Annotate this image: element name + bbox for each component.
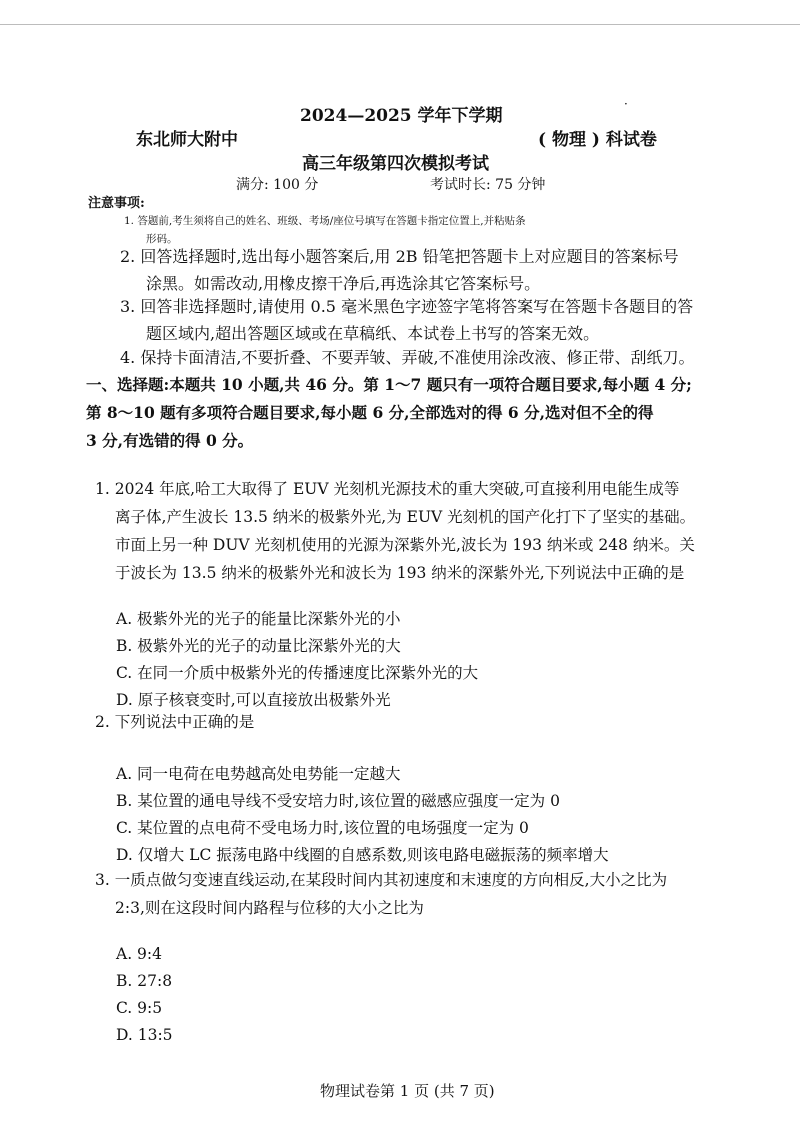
notice-item-text: 回答非选择题时,请使用 0.5 毫米黑色字迹签字笔将答案写在答题卡各题目的答: [140, 297, 694, 316]
exam-year-term: 2024—2025 学年下学期: [300, 106, 503, 126]
exam-duration: 考试时长: 75 分钟: [430, 177, 546, 193]
question-1: [95, 475, 725, 587]
page-top-edge: [0, 24, 800, 25]
section-line: 一、选择题:本题共 10 小题,共 46 分。第 1～7 题只有一项符合题目要求,每小题 4 分;: [86, 375, 692, 394]
section-line: 第 8～10 题有多项符合题目要求,每小题 6 分,全部选对的得 6 分,选对但不全的得: [86, 403, 654, 422]
page-footer: 物理试卷第 1 页 (共 7 页): [320, 1082, 495, 1100]
notice-item-text: 保持卡面清洁,不要折叠、不要弄皱、弄破,不准使用涂改液、修正带、刮纸刀。: [140, 348, 695, 367]
notice-item-number: 3.: [120, 297, 136, 316]
question-text: 2:3,则在这段时间内路程与位移的大小之比为: [115, 899, 424, 917]
exam-title: 高三年级第四次模拟考试: [302, 154, 489, 174]
option-a: A. 同一电荷在电势越高处电势能一定越大: [116, 765, 401, 783]
notice-item-4: [120, 344, 730, 371]
subject-title: ( 物理 ) 科试卷: [538, 130, 657, 150]
question-text: 市面上另一种 DUV 光刻机使用的光源为深紫外光,波长为 193 纳米或 248 纳米。关: [115, 536, 695, 554]
notice-item-2: [120, 243, 730, 297]
notice-item-text: 形码。: [146, 233, 178, 245]
option-b: B. 极紫外光的光子的动量比深紫外光的大: [116, 637, 401, 655]
notice-item-text: 答题前,考生须将自己的姓名、班级、考场/座位号填写在答题卡指定位置上,并粘贴条: [137, 215, 526, 227]
question-3: [95, 866, 725, 922]
notice-item-text: 回答选择题时,选出每小题答案后,用 2B 铅笔把答题卡上对应题目的答案标号: [140, 247, 679, 266]
notice-item-number: 1.: [124, 215, 135, 227]
option-d: D. 仅增大 LC 振荡电路中线圈的自感系数,则该电路电磁振荡的频率增大: [116, 846, 609, 864]
notice-item-number: 2.: [120, 247, 136, 266]
option-b: B. 某位置的通电导线不受安培力时,该位置的磁感应强度一定为 0: [116, 792, 560, 810]
question-number: 2.: [95, 713, 110, 731]
notice-item-3: [120, 293, 730, 347]
question-text: 一质点做匀变速直线运动,在某段时间内其初速度和末速度的方向相反,大小之比为: [114, 871, 668, 889]
notice-item-text: 涂黑。如需改动,用橡皮擦干净后,再选涂其它答案标号。: [146, 274, 541, 293]
question-number: 1.: [95, 480, 110, 498]
option-d: D. 13:5: [116, 1026, 173, 1044]
question-text: 于波长为 13.5 纳米的极紫外光和波长为 193 纳米的深紫外光,下列说法中正确的是: [115, 564, 685, 582]
question-2: [95, 708, 725, 736]
option-a: A. 极紫外光的光子的能量比深紫外光的小: [116, 610, 401, 628]
section-heading: [86, 371, 726, 455]
full-score: 满分: 100 分: [236, 177, 319, 193]
notice-item-number: 4.: [120, 348, 136, 367]
question-text: 下列说法中正确的是: [114, 713, 255, 731]
question-text: 离子体,产生波长 13.5 纳米的极紫外光,为 EUV 光刻机的国产化打下了坚实的基础。: [115, 508, 696, 526]
option-b: B. 27:8: [116, 972, 173, 990]
stray-dot: ·: [624, 97, 628, 111]
notice-heading: 注意事项:: [88, 196, 145, 211]
notice-item-text: 题区域内,超出答题区域或在草稿纸、本试卷上书写的答案无效。: [146, 324, 600, 343]
option-c: C. 9:5: [116, 999, 163, 1017]
option-a: A. 9:4: [116, 945, 162, 963]
option-c: C. 在同一介质中极紫外光的传播速度比深紫外光的大: [116, 664, 479, 682]
question-number: 3.: [95, 871, 110, 889]
school-name: 东北师大附中: [136, 130, 238, 150]
option-c: C. 某位置的点电荷不受电场力时,该位置的电场强度一定为 0: [116, 819, 529, 837]
option-d: D. 原子核衰变时,可以直接放出极紫外光: [116, 691, 391, 709]
question-text: 2024 年底,哈工大取得了 EUV 光刻机光源技术的重大突破,可直接利用电能生成等: [114, 480, 680, 498]
section-line: 3 分,有选错的得 0 分。: [86, 431, 254, 450]
